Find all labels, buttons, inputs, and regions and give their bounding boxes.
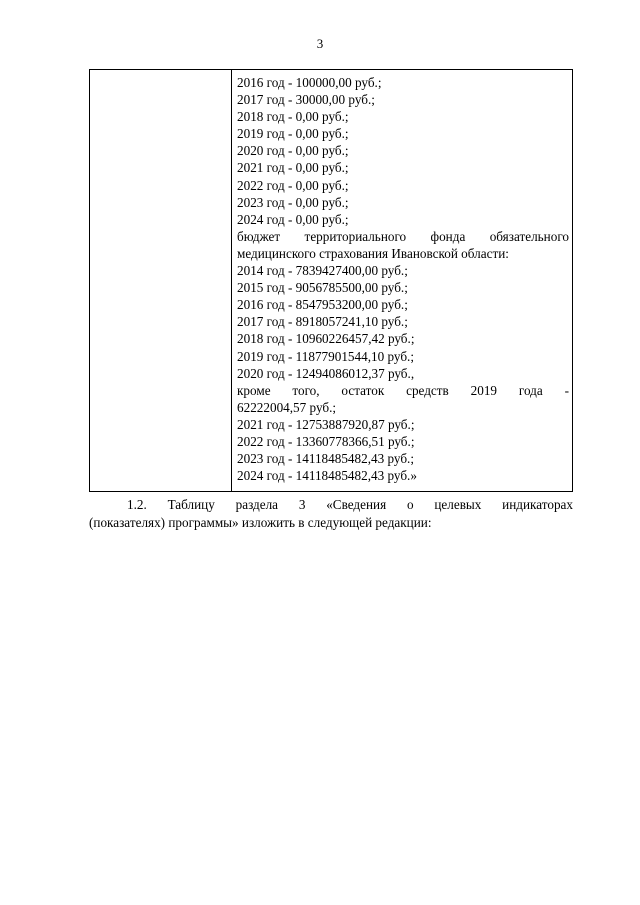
funding-table [89,69,573,492]
funding-line: 2017 год - 30000,00 руб.; [237,92,375,108]
fund-heading-line: медицинского страхования Ивановской области: [237,245,509,261]
funding-line: 2021 год - 0,00 руб.; [237,160,349,176]
remainder-note-line: кроме того, остаток средств 2019 года - [237,382,569,398]
funding-line: 2017 год - 8918057241,10 руб.; [237,314,408,330]
funding-line: 2020 год - 12494086012,37 руб., [237,365,415,381]
funding-line: 2018 год - 10960226457,42 руб.; [237,331,415,347]
funding-line: 2024 год - 14118485482,43 руб.» [237,468,417,484]
table-left-cell [90,70,232,491]
funding-line: 2016 год - 8547953200,00 руб.; [237,297,408,313]
funding-line: 2023 год - 0,00 руб.; [237,194,349,210]
funding-line: 2019 год - 0,00 руб.; [237,126,349,142]
fund-heading-line: бюджет территориального фонда обязательного [237,228,569,244]
funding-line: 2020 год - 0,00 руб.; [237,143,349,159]
funding-line: 2018 год - 0,00 руб.; [237,109,349,125]
funding-line: 2019 год - 11877901544,10 руб.; [237,348,414,364]
funding-line: 2023 год - 14118485482,43 руб.; [237,451,414,467]
paragraph-line: 1.2. Таблицу раздела 3 «Сведения о целевых индикаторах [127,497,573,512]
funding-line: 2022 год - 0,00 руб.; [237,177,349,193]
funding-line: 2015 год - 9056785500,00 руб.; [237,280,408,296]
funding-line: 2014 год - 7839427400,00 руб.; [237,263,408,279]
page-number: 3 [316,36,324,51]
funding-line: 2016 год - 100000,00 руб.; [237,75,382,90]
funding-line: 2022 год - 13360778366,51 руб.; [237,433,415,449]
table-right-cell [232,70,572,491]
funding-line: 2024 год - 0,00 руб.; [237,211,349,227]
paragraph-line: (показателях) программы» изложить в следующей редакции: [89,514,432,530]
remainder-note-line: 62222004,57 руб.; [237,399,337,415]
funding-line: 2021 год - 12753887920,87 руб.; [237,416,415,432]
amendment-paragraph [89,496,573,532]
